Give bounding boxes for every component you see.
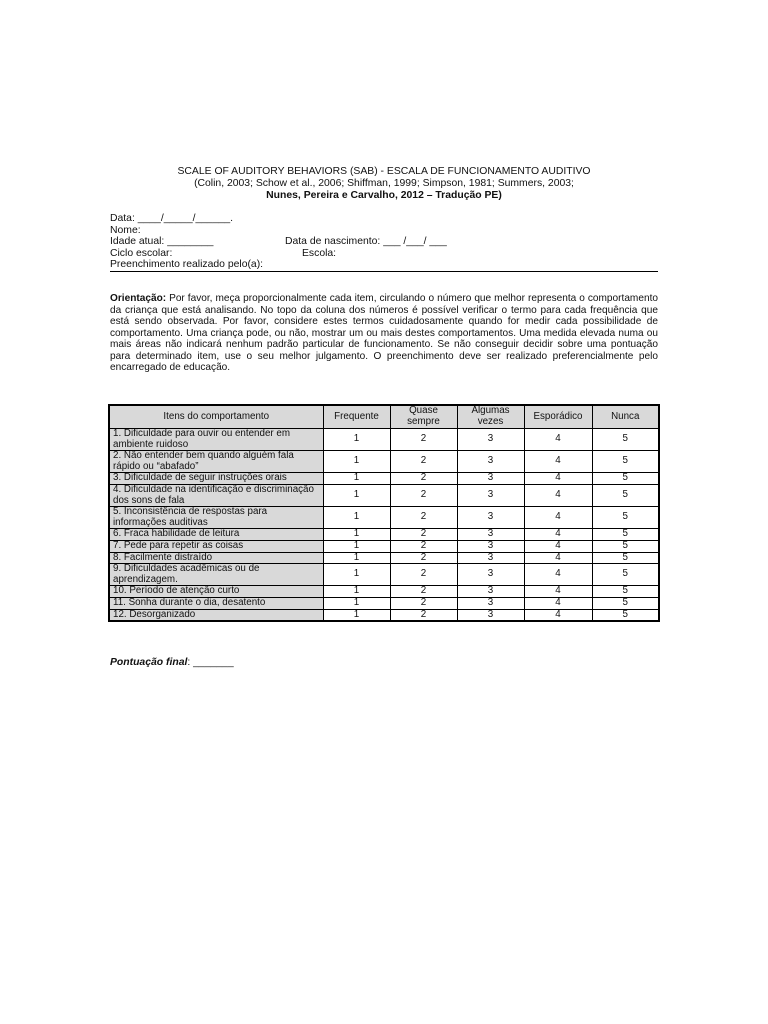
score-option-cell[interactable]: 3 — [457, 564, 524, 586]
document-title: SCALE OF AUDITORY BEHAVIORS (SAB) - ESCALA DE FUNCIONAMENTO AUDITIVO — [177, 166, 591, 177]
table-row — [109, 451, 659, 473]
score-option-cell[interactable]: 1 — [323, 609, 390, 621]
behavior-item-cell: 12. Desorganizado — [109, 609, 323, 621]
score-option-cell[interactable]: 4 — [524, 609, 592, 621]
score-option-cell[interactable]: 1 — [323, 507, 390, 529]
score-option-cell[interactable]: 2 — [390, 609, 457, 621]
table-row — [109, 552, 659, 564]
behavior-scale-table — [108, 404, 660, 622]
behavior-item-cell: 11. Sonha durante o dia, desatento — [109, 597, 323, 609]
score-option-cell[interactable]: 4 — [524, 597, 592, 609]
behavior-item-cell: 4. Dificuldade na identificação e discriminação dos sons de fala — [109, 484, 323, 506]
score-option-cell[interactable]: 4 — [524, 586, 592, 598]
score-option-cell[interactable]: 5 — [592, 451, 659, 473]
score-option-cell[interactable]: 5 — [592, 597, 659, 609]
score-option-cell[interactable]: 4 — [524, 552, 592, 564]
final-score-label: Pontuação final — [110, 657, 188, 668]
age-field: Idade atual: ________ — [110, 236, 214, 248]
score-option-cell[interactable]: 1 — [323, 429, 390, 451]
score-option-cell[interactable]: 1 — [323, 529, 390, 541]
score-option-cell[interactable]: 4 — [524, 473, 592, 485]
column-header: Nunca — [592, 405, 659, 429]
column-header: Esporádico — [524, 405, 592, 429]
table-row — [109, 484, 659, 506]
column-header: Itens do comportamento — [109, 405, 323, 429]
column-header: Algumas vezes — [457, 405, 524, 429]
score-option-cell[interactable]: 2 — [390, 507, 457, 529]
score-option-cell[interactable]: 3 — [457, 507, 524, 529]
score-option-cell[interactable]: 1 — [323, 552, 390, 564]
orientation-text: Por favor, meça proporcionalmente cada item, circulando o número que melhor representa o comportamento da criança que está analisando. No topo da coluna dos números é possível verificar o termo para cada frequência que está sendo observada. Por favor, considere estes termos cuidadosamente quando for medir cada possibilidade de comportamento. Uma criança pode, ou não, mostrar um ou mais destes comportamentos. Uma medida elevada numa ou mais áreas não indicará nenhum padrão particular de funcionamento. Se não conseguir decidir sobre uma pontuação para determinado item, use o seu melhor julgamento. O preenchimento deve ser realizado preferencialmente pelo encarregado de educação. — [110, 293, 658, 373]
score-option-cell[interactable]: 1 — [323, 484, 390, 506]
table-row — [109, 586, 659, 598]
final-score-blank: : _______ — [187, 657, 234, 668]
score-option-cell[interactable]: 3 — [457, 473, 524, 485]
table-row — [109, 609, 659, 621]
behavior-item-cell: 1. Dificuldade para ouvir ou entender em ambiente ruidoso — [109, 429, 323, 451]
authors-line: Nunes, Pereira e Carvalho, 2012 – Tradução PE) — [266, 190, 502, 202]
table-header-row — [109, 405, 659, 429]
score-option-cell[interactable]: 5 — [592, 484, 659, 506]
score-option-cell[interactable]: 5 — [592, 540, 659, 552]
score-option-cell[interactable]: 2 — [390, 586, 457, 598]
score-option-cell[interactable]: 3 — [457, 451, 524, 473]
orientation-paragraph — [110, 293, 658, 374]
score-option-cell[interactable]: 2 — [390, 473, 457, 485]
table-row — [109, 429, 659, 451]
score-option-cell[interactable]: 5 — [592, 552, 659, 564]
score-option-cell[interactable]: 2 — [390, 484, 457, 506]
table-row — [109, 529, 659, 541]
behavior-item-cell: 2. Não entender bem quando alguém fala rápido ou “abafado” — [109, 451, 323, 473]
name-field: Nome: — [110, 224, 141, 236]
score-option-cell[interactable]: 5 — [592, 507, 659, 529]
behavior-item-cell: 3. Dificuldade de seguir instruções orais — [109, 473, 323, 485]
behavior-item-cell: 5. Inconsistência de respostas para informações auditivas — [109, 507, 323, 529]
score-option-cell[interactable]: 5 — [592, 429, 659, 451]
score-option-cell[interactable]: 3 — [457, 540, 524, 552]
school-cycle-field: Ciclo escolar: — [110, 247, 173, 259]
table-row — [109, 564, 659, 586]
score-option-cell[interactable]: 2 — [390, 529, 457, 541]
score-option-cell[interactable]: 3 — [457, 597, 524, 609]
score-option-cell[interactable]: 1 — [323, 586, 390, 598]
score-option-cell[interactable]: 3 — [457, 484, 524, 506]
score-option-cell[interactable]: 5 — [592, 564, 659, 586]
score-option-cell[interactable]: 5 — [592, 609, 659, 621]
school-field: Escola: — [302, 247, 337, 259]
column-header: Quase sempre — [390, 405, 457, 429]
score-option-cell[interactable]: 2 — [390, 597, 457, 609]
behavior-item-cell: 8. Facilmente distraído — [109, 552, 323, 564]
table-row — [109, 473, 659, 485]
score-option-cell[interactable]: 2 — [390, 552, 457, 564]
score-option-cell[interactable]: 2 — [390, 564, 457, 586]
score-option-cell[interactable]: 3 — [457, 529, 524, 541]
score-option-cell[interactable]: 3 — [457, 586, 524, 598]
references-line: (Colin, 2003; Schow et al., 2006; Shiffman, 1999; Simpson, 1981; Summers, 2003; — [194, 178, 574, 190]
score-option-cell[interactable]: 2 — [390, 540, 457, 552]
score-option-cell[interactable]: 2 — [390, 429, 457, 451]
score-option-cell[interactable]: 4 — [524, 540, 592, 552]
score-option-cell[interactable]: 1 — [323, 597, 390, 609]
score-option-cell[interactable]: 1 — [323, 540, 390, 552]
score-option-cell[interactable]: 1 — [323, 473, 390, 485]
behavior-item-cell: 10. Período de atenção curto — [109, 586, 323, 598]
table-row — [109, 507, 659, 529]
form-fields — [110, 213, 658, 272]
score-option-cell[interactable]: 3 — [457, 552, 524, 564]
filled-by-field: Preenchimento realizado pelo(a): — [110, 259, 264, 271]
score-option-cell[interactable]: 4 — [524, 451, 592, 473]
score-option-cell[interactable]: 4 — [524, 507, 592, 529]
date-field: Data: ____/_____/______. — [110, 213, 234, 224]
document-header — [110, 166, 658, 203]
behavior-item-cell: 7. Pede para repetir as coisas — [109, 540, 323, 552]
score-option-cell[interactable]: 4 — [524, 429, 592, 451]
score-option-cell[interactable]: 1 — [323, 564, 390, 586]
score-option-cell[interactable]: 4 — [524, 529, 592, 541]
table-row — [109, 540, 659, 552]
score-option-cell[interactable]: 1 — [323, 451, 390, 473]
table-row — [109, 597, 659, 609]
score-option-cell[interactable]: 2 — [390, 451, 457, 473]
final-score — [110, 657, 234, 668]
behavior-item-cell: 9. Dificuldades acadêmicas ou de aprendizagem. — [109, 564, 323, 586]
score-option-cell[interactable]: 3 — [457, 609, 524, 621]
birthdate-field: Data de nascimento: ___ /___/ ___ — [285, 236, 447, 248]
column-header: Frequente — [323, 405, 390, 429]
score-option-cell[interactable]: 5 — [592, 529, 659, 541]
score-option-cell[interactable]: 3 — [457, 429, 524, 451]
score-option-cell[interactable]: 4 — [524, 564, 592, 586]
score-option-cell[interactable]: 5 — [592, 473, 659, 485]
behavior-item-cell: 6. Fraca habilidade de leitura — [109, 529, 323, 541]
orientation-label: Orientação: — [110, 293, 167, 304]
score-option-cell[interactable]: 5 — [592, 586, 659, 598]
score-option-cell[interactable]: 4 — [524, 484, 592, 506]
